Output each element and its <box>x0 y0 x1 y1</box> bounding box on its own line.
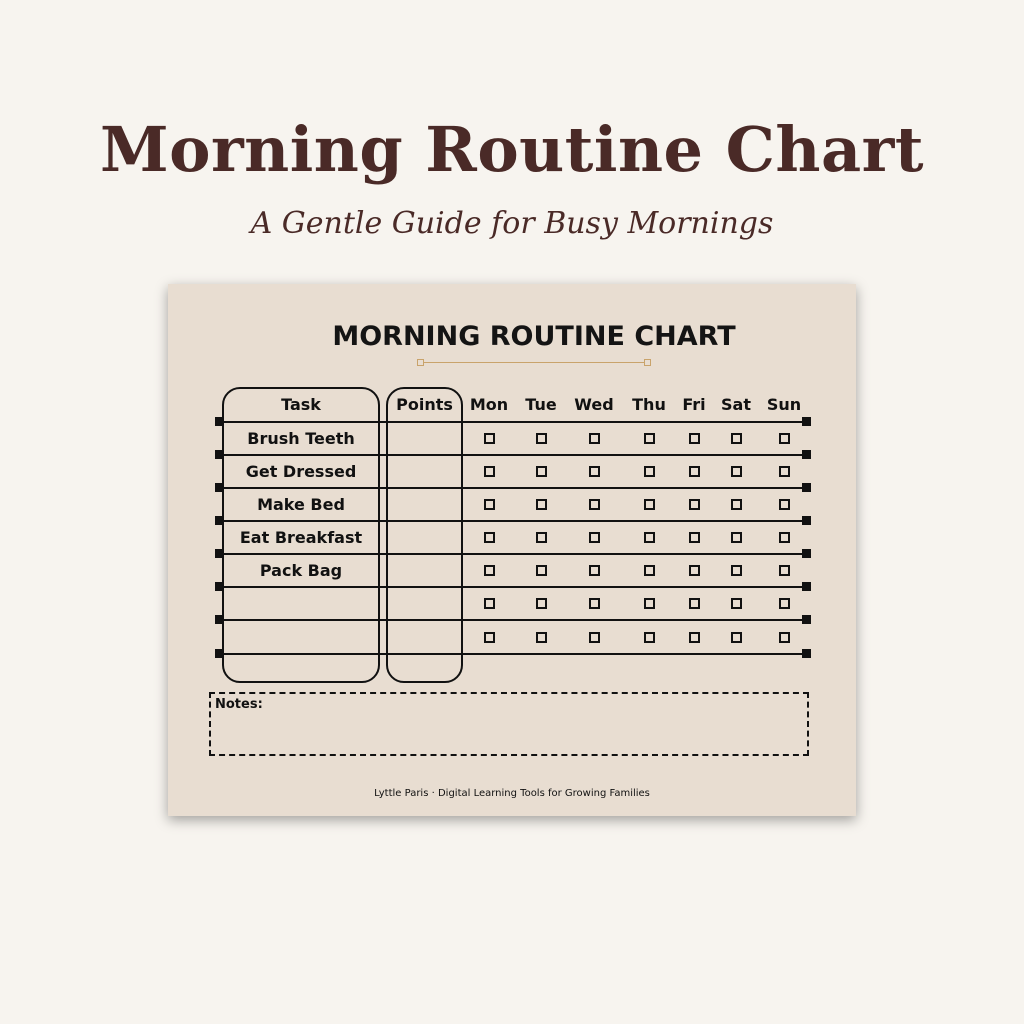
checkbox-mon[interactable] <box>484 565 495 576</box>
checkbox-fri[interactable] <box>689 632 700 643</box>
checkbox-wed[interactable] <box>589 499 600 510</box>
row-rule <box>218 553 808 555</box>
checkbox-tue[interactable] <box>536 466 547 477</box>
checkbox-wed[interactable] <box>589 532 600 543</box>
checkbox-thu[interactable] <box>644 499 655 510</box>
checkbox-fri[interactable] <box>689 466 700 477</box>
checkbox-mon[interactable] <box>484 632 495 643</box>
checkbox-tue[interactable] <box>536 565 547 576</box>
page-title: Morning Routine Chart <box>100 113 924 186</box>
day-header-thu: Thu <box>632 395 666 414</box>
checkbox-sat[interactable] <box>731 499 742 510</box>
task-label: Eat Breakfast <box>239 527 363 547</box>
checkbox-tue[interactable] <box>536 532 547 543</box>
page-subtitle: A Gentle Guide for Busy Mornings <box>250 206 774 241</box>
day-header-wed: Wed <box>574 395 614 414</box>
row-rule <box>218 487 808 489</box>
checkbox-thu[interactable] <box>644 466 655 477</box>
task-label: Make Bed <box>257 494 345 514</box>
checkbox-sat[interactable] <box>731 598 742 609</box>
sheet-title: MORNING ROUTINE CHART <box>332 321 736 352</box>
checkbox-sun[interactable] <box>779 598 790 609</box>
checkbox-wed[interactable] <box>589 632 600 643</box>
checkbox-wed[interactable] <box>589 433 600 444</box>
task-label: Get Dressed <box>245 461 357 481</box>
day-header-sun: Sun <box>766 395 802 414</box>
checkbox-mon[interactable] <box>484 532 495 543</box>
checkbox-sat[interactable] <box>731 532 742 543</box>
checkbox-fri[interactable] <box>689 433 700 444</box>
task-column-header: Task <box>281 395 321 414</box>
notes-label: Notes: <box>215 697 263 712</box>
footer-credit: Lyttle Paris · Digital Learning Tools for Growing Families <box>374 788 650 799</box>
checkbox-wed[interactable] <box>589 565 600 576</box>
checkbox-sun[interactable] <box>779 532 790 543</box>
checkbox-wed[interactable] <box>589 466 600 477</box>
points-column-header: Points <box>396 395 453 414</box>
title-divider <box>420 362 648 363</box>
task-label: Brush Teeth <box>247 428 355 448</box>
checkbox-thu[interactable] <box>644 632 655 643</box>
checkbox-sat[interactable] <box>731 632 742 643</box>
day-header-fri: Fri <box>682 395 706 414</box>
checkbox-fri[interactable] <box>689 532 700 543</box>
row-rule <box>218 454 808 456</box>
row-rule <box>218 586 808 588</box>
checkbox-thu[interactable] <box>644 532 655 543</box>
checkbox-thu[interactable] <box>644 433 655 444</box>
routine-chart-sheet <box>168 284 856 816</box>
checkbox-fri[interactable] <box>689 565 700 576</box>
checkbox-sun[interactable] <box>779 466 790 477</box>
notes-box[interactable] <box>209 692 809 756</box>
checkbox-thu[interactable] <box>644 565 655 576</box>
task-label: Pack Bag <box>259 560 343 580</box>
checkbox-thu[interactable] <box>644 598 655 609</box>
checkbox-fri[interactable] <box>689 598 700 609</box>
day-header-sat: Sat <box>721 395 751 414</box>
row-rule <box>218 421 808 423</box>
checkbox-sun[interactable] <box>779 433 790 444</box>
checkbox-sun[interactable] <box>779 632 790 643</box>
day-header-tue: Tue <box>525 395 557 414</box>
day-header-mon: Mon <box>469 395 509 414</box>
checkbox-mon[interactable] <box>484 598 495 609</box>
row-rule <box>218 653 808 655</box>
checkbox-mon[interactable] <box>484 466 495 477</box>
row-rule <box>218 520 808 522</box>
checkbox-tue[interactable] <box>536 433 547 444</box>
checkbox-tue[interactable] <box>536 632 547 643</box>
checkbox-mon[interactable] <box>484 433 495 444</box>
checkbox-tue[interactable] <box>536 598 547 609</box>
checkbox-mon[interactable] <box>484 499 495 510</box>
checkbox-fri[interactable] <box>689 499 700 510</box>
row-rule <box>218 619 808 621</box>
checkbox-sun[interactable] <box>779 499 790 510</box>
checkbox-tue[interactable] <box>536 499 547 510</box>
checkbox-sat[interactable] <box>731 565 742 576</box>
checkbox-wed[interactable] <box>589 598 600 609</box>
checkbox-sat[interactable] <box>731 433 742 444</box>
checkbox-sun[interactable] <box>779 565 790 576</box>
points-column-box <box>386 387 463 683</box>
checkbox-sat[interactable] <box>731 466 742 477</box>
